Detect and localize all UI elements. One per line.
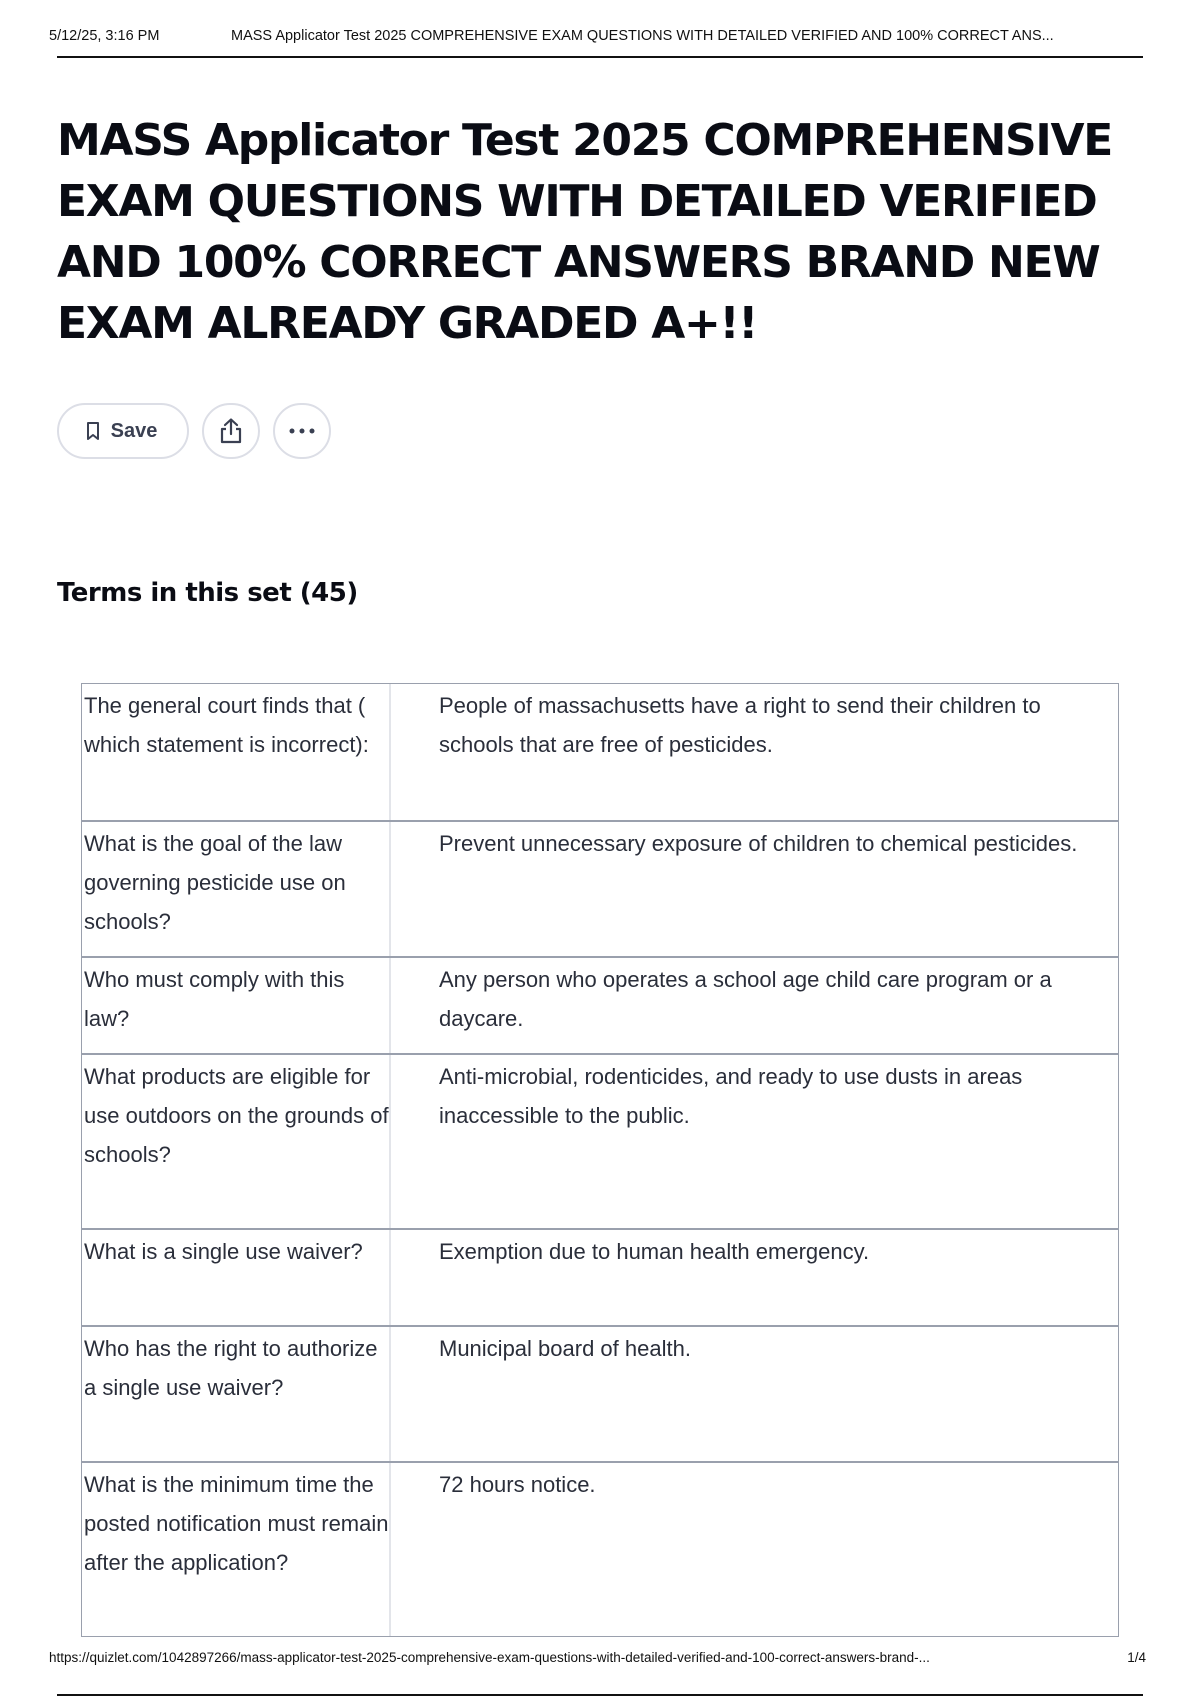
term-text: What is the goal of the law governing pesticide use on schools? [82, 822, 391, 956]
term-row [82, 1230, 1118, 1327]
print-page-number: 1/4 [1127, 1650, 1146, 1665]
save-button[interactable] [57, 403, 189, 459]
print-header [49, 28, 1146, 44]
term-definition: Prevent unnecessary exposure of children to chemical pesticides. [439, 831, 1078, 856]
term-text: The general court finds that ( which statement is incorrect): [82, 684, 391, 820]
term-definition: 72 hours notice. [439, 1472, 596, 1497]
term-definition: Anti-microbial, rodenticides, and ready to use dusts in areas inaccessible to the public. [439, 1064, 1023, 1128]
term-text: Who has the right to authorize a single use waiver? [82, 1327, 391, 1461]
more-options-button[interactable] [273, 403, 331, 459]
term-definition: People of massachusetts have a right to send their children to schools that are free of pesticides. [439, 693, 1041, 757]
term-row [82, 1055, 1118, 1230]
print-datetime: 5/12/25, 3:16 PM [49, 28, 160, 44]
term-definition: Municipal board of health. [439, 1336, 691, 1361]
share-button[interactable] [202, 403, 260, 459]
terms-heading: Terms in this set (45) [57, 578, 358, 608]
footer-divider [57, 1694, 1143, 1696]
term-definition: Exemption due to human health emergency. [439, 1239, 870, 1264]
term-row [82, 1327, 1118, 1463]
term-text: What is a single use waiver? [82, 1230, 391, 1325]
more-options-icon [288, 427, 316, 435]
term-text: Who must comply with this law? [82, 958, 391, 1053]
header-divider [57, 56, 1143, 58]
save-button-label: Save [110, 419, 158, 442]
print-url: https://quizlet.com/1042897266/mass-applicator-test-2025-comprehensive-exam-questions-with-detailed-verified-and-100-correct-answers-brand-... [49, 1650, 930, 1665]
bookmark-icon [85, 421, 101, 441]
term-text: What is the minimum time the posted notification must remain after the application? [82, 1463, 391, 1636]
term-definition: Any person who operates a school age child care program or a daycare. [439, 967, 1052, 1031]
term-text: What products are eligible for use outdoors on the grounds of schools? [82, 1055, 391, 1228]
term-row [82, 1463, 1118, 1636]
print-footer [49, 1650, 1146, 1665]
terms-table [81, 683, 1119, 1637]
term-row [82, 684, 1118, 822]
print-page-title: MASS Applicator Test 2025 COMPREHENSIVE EXAM QUESTIONS WITH DETAILED VERIFIED AND 100% CORRECT ANS... [231, 28, 1054, 44]
term-row [82, 958, 1118, 1055]
term-row [82, 822, 1118, 958]
page-title: MASS Applicator Test 2025 COMPREHENSIVE EXAM QUESTIONS WITH DETAILED VERIFIED AND 100% CORRECT ANSWERS BRAND NEW EXAM ALREADY GRADED A+!! [57, 115, 1112, 349]
action-bar [57, 403, 331, 459]
share-icon [218, 417, 244, 445]
